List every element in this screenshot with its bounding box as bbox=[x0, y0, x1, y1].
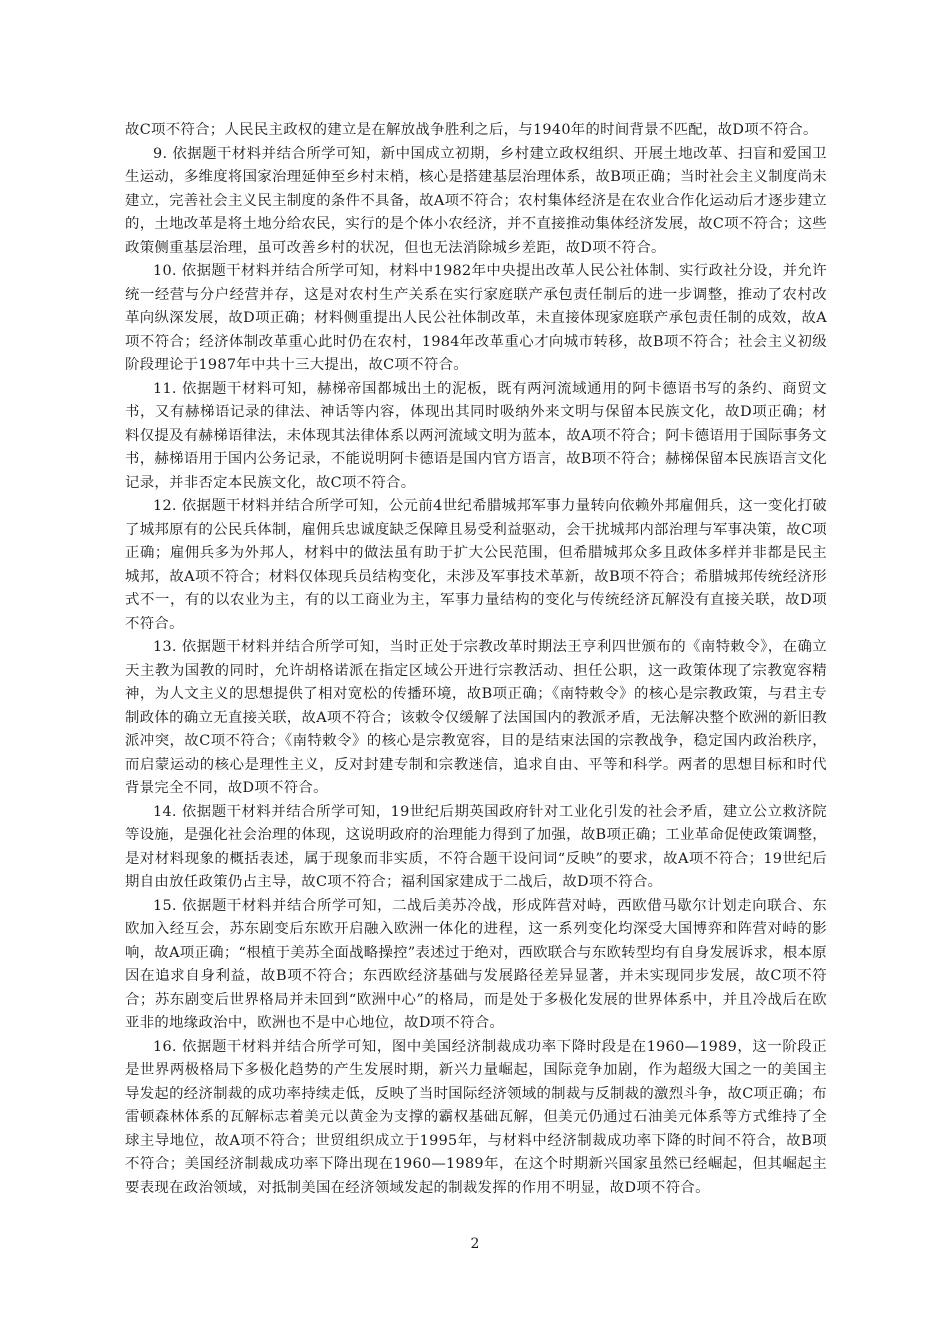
paragraph-question-10: 10. 依据题干材料并结合所学可知，材料中1982年中央提出改革人民公社体制、实行政社分设，并允许统一经营与分户经营并存，这是对农村生产关系在实行家庭联产承包责任制后的进一步调整，推动了农村改革向纵深发展，故D项正确；材料侧重提出人民公社体制改革，未直接体现家庭联产承包责任制的成效，故A项不符合；经济体制改革重心此时仍在农村，1984年改革重心才向城市转移，故B项不符合；社会主义初级阶段理论于1987年中共十三大提出，故C项不符合。 bbox=[125, 263, 827, 373]
paragraph-question-12: 12. 依据题干材料并结合所学可知，公元前4世纪希腊城邦军事力量转向依赖外邦雇佣兵，这一变化打破了城邦原有的公民兵体制，雇佣兵忠诚度缺乏保障且易受利益驱动，会干扰城邦内部治理与军事决策，故C项正确；雇佣兵多为外邦人，材料中的做法虽有助于扩大公民范围，但希腊城邦众多且政体多样并非都是民主城邦，故A项不符合；材料仅体现兵员结构变化，未涉及军事技术革新，故B项不符合；希腊城邦传统经济形式不一，有的以农业为主，有的以工商业为主，军事力量结构的变化与传统经济瓦解没有直接关联，故D项不符合。 bbox=[125, 498, 827, 632]
answer-explanations bbox=[125, 119, 827, 1200]
paragraph-question-16: 16. 依据题干材料并结合所学可知，图中美国经济制裁成功率下降时段是在1960—1989，这一阶段正是世界两极格局下多极化趋势的产生发展时期，新兴力量崛起，国际竞争加剧，作为超级大国之一的美国主导发起的经济制裁的成功率持续走低，反映了当时国际经济领域的制裁与反制裁的激烈斗争，故C项正确；布雷顿森林体系的瓦解标志着美元以黄金为支撑的霸权基础瓦解，但美元仍通过石油美元体系等方式维持了全球主导地位，故A项不符合；世贸组织成立于1995年，与材料中经济制裁成功率下降的时间不符合，故B项不符合；美国经济制裁成功率下降出现在1960—1989年，在这个时期新兴国家虽然已经崛起，但其崛起主要表现在政治领域，对抵制美国在经济领域发起的制裁发挥的作用不明显，故D项不符合。 bbox=[125, 1038, 827, 1196]
page-number: 2 bbox=[470, 1236, 480, 1252]
paragraph-8-continued: 故C项不符合；人民民主政权的建立是在解放战争胜利之后，与1940年的时间背景不匹配，故D项不符合。 bbox=[125, 122, 818, 138]
paragraph-question-11: 11. 依据题干材料可知，赫梯帝国都城出土的泥板，既有两河流域通用的阿卡德语书写的条约、商贸文书，又有赫梯语记录的律法、神话等内容，体现出其同时吸纳外来文明与保留本民族文化，故D项正确；材料仅提及有赫梯语律法，未体现其法律体系以两河流域文明为蓝本，故A项不符合；阿卡德语用于国际事务文书，赫梯语用于国内公务记录，不能说明阿卡德语是国内官方语言，故B项不符合；赫梯保留本民族语言文化记录，并非否定本民族文化，故C项不符合。 bbox=[125, 380, 827, 491]
paragraph-question-13: 13. 依据题干材料并结合所学可知，当时正处于宗教改革时期法王亨利四世颁布的《南特敕令》，在确立天主教为国教的同时，允许胡格诺派在指定区域公开进行宗教活动、担任公职，这一政策体现了宗教宽容精神，为人文主义的思想提供了相对宽松的传播环境，故B项正确；《南特敕令》的核心是宗教政策，与君主专制政体的确立无直接关联，故A项不符合；该敕令仅缓解了法国国内的教派矛盾，无法解决整个欧洲的新旧教派冲突，故C项不符合；《南特敕令》的核心是宗教宽容，目的是结束法国的宗教战争，稳定国内政治秩序，而启蒙运动的核心是理性主义，反对封建专制和宗教迷信，追求自由、平等和科学。两者的思想目标和时代背景完全不同，故D项不符合。 bbox=[125, 639, 827, 796]
paragraph-question-15: 15. 依据题干材料并结合所学可知，二战后美苏冷战，形成阵营对峙，西欧借马歇尔计划走向联合、东欧加入经互会，苏东剧变后东欧开启融入欧洲一体化的进程，这一系列变化均深受大国博弈和阵营对峙的影响，故A项正确；“根植于美苏全面战略操控”表述过于绝对，西欧联合与东欧转型均有自身发展诉求，根本原因在追求自身利益，故B项不符合；东西欧经济基础与发展路径差异显著，并未实现同步发展，故C项不符合；苏东剧变后世界格局并未回到“欧洲中心”的格局，而是处于多极化发展的世界体系中，并且冷战后在欧亚非的地缘政治中，欧洲也不是中心地位，故D项不符合。 bbox=[125, 897, 827, 1031]
paragraph-question-9: 9. 依据题干材料并结合所学可知，新中国成立初期，乡村建立政权组织、开展土地改革、扫盲和爱国卫生运动，多维度将国家治理延伸至乡村末梢，核心是搭建基层治理体系，故B项正确；当时社会主义制度尚未建立，完善社会主义民主制度的条件不具备，故A项不符合；农村集体经济是在农业合作化运动后才逐步建立的，土地改革是将土地分给农民，实行的是个体小农经济，并不直接推动集体经济发展，故C项不符合；这些政策侧重基层治理，虽可改善乡村的状况，但也无法消除城乡差距，故D项不符合。 bbox=[125, 145, 827, 256]
paragraph-question-14: 14. 依据题干材料并结合所学可知，19世纪后期英国政府针对工业化引发的社会矛盾，建立公立救济院等设施，是强化社会治理的体现，这说明政府的治理能力得到了加强，故B项正确；工业革命促使政策调整，是对材料现象的概括表述，属于现象而非实质，不符合题干设问词“反映”的要求，故A项不符合；19世纪后期自由放任政策仍占主导，故C项不符合；福利国家建成于二战后，故D项不符合。 bbox=[125, 803, 827, 890]
